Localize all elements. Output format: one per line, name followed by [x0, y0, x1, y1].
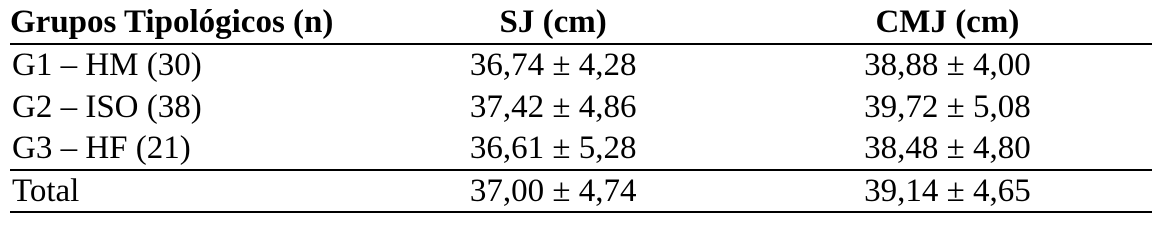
total-cmj-value: 39,14 ± 4,65 [743, 170, 1152, 212]
row-sj-value: 36,61 ± 5,28 [469, 130, 637, 166]
total-label: Total [10, 170, 364, 212]
row-group-label: G3 – HF (21) [12, 130, 191, 166]
table-header [10, 2, 1152, 44]
table-row [10, 128, 1152, 170]
results-table [10, 2, 1152, 213]
table-row [10, 44, 1152, 86]
header-grupos: Grupos Tipológicos (n) [10, 2, 364, 44]
header-sj: SJ (cm) [364, 2, 743, 44]
total-sj-value: 37,00 ± 4,74 [364, 170, 743, 212]
header-cmj: CMJ (cm) [743, 2, 1152, 44]
row-cmj-value: 38,48 ± 4,80 [864, 130, 1031, 166]
total-row [10, 170, 1152, 212]
table-body [10, 44, 1152, 212]
table-row [10, 86, 1152, 128]
results-table-container [10, 2, 1152, 213]
header-row [10, 2, 1152, 44]
row-cmj-value: 38,88 ± 4,00 [864, 47, 1031, 83]
row-group-label: G1 – HM (30) [12, 47, 202, 83]
row-sj-value: 37,42 ± 4,86 [469, 88, 637, 125]
row-cmj-value: 39,72 ± 5,08 [864, 88, 1031, 125]
row-sj-value: 36,74 ± 4,28 [469, 47, 637, 83]
row-group-label: G2 – ISO (38) [12, 88, 202, 125]
